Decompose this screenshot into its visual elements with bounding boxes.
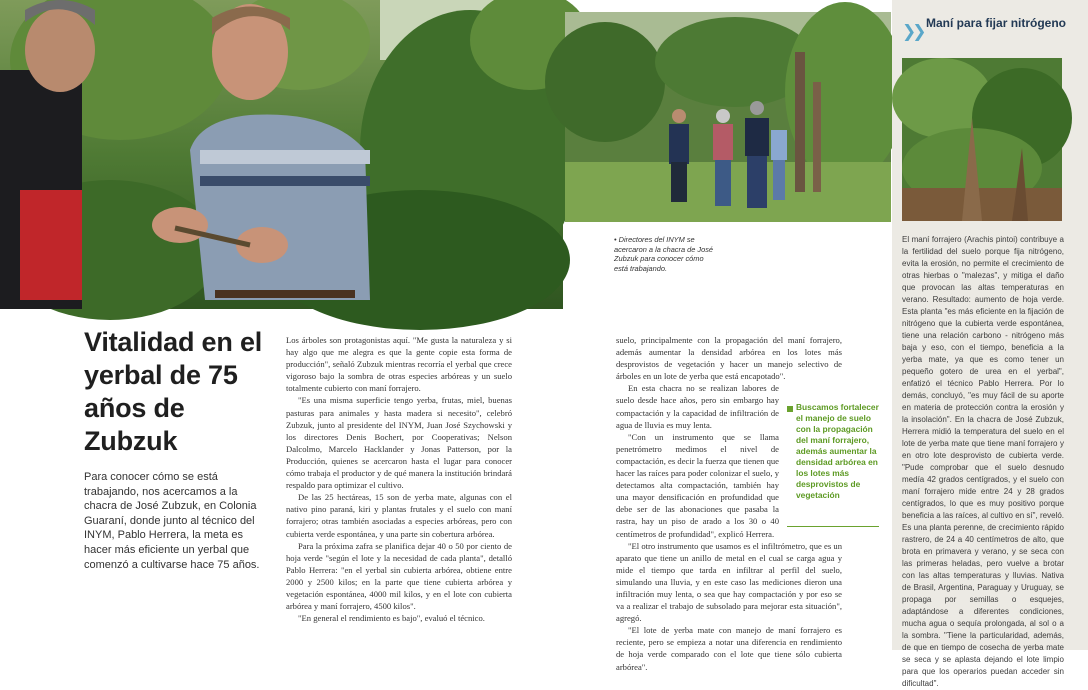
paragraph: "Es una misma superficie tengo yerba, frutas, miel, buenas pasturas para animales y hasta madera si necesito", celebró Zubzuk, junto al presidente del INYM, Juan José Szychowski y los directores Denis Bochert, por Cooperativas; Nelson Dalcolmo, Marcelo Hacklander y Jonas Patterson, por la Producción, quienes se acercaron hasta el lugar para conocer cómo trabaja el productor y de qué manera la institución brindará respaldo para optimizar el cultivo. xyxy=(286,395,512,491)
paragraph: En esta chacra no se realizan labores de suelo desde hace años, pero sin embargo hay compactación y la capacidad de infiltración de agua de lluvia es muy lenta. xyxy=(616,383,779,430)
square-bullet-icon xyxy=(787,406,793,412)
paragraph: Para la próxima zafra se planifica dejar 40 o 50 por ciento de hoja verde "según el lote y la necesidad de cada planta", detalló Pablo Herrera: "en el yerbal sin cubierta arbórea, obtiene entre 2000 y 2500 kilos; en la parte que tiene cubierta arbórea y vegetación espontánea, 4000 mil kilos, y en el lote con cubierta arbórea y maní forrajero, 4500 kilos". xyxy=(286,540,512,612)
paragraph: "El lote de yerba mate con manejo de maní forrajero es reciente, pero se empieza a notar una diferencia en rendimiento de hoja verde comparado con el lote que tiene sólo cubierta arbórea". xyxy=(616,625,842,672)
photo-caption: • Directores del INYM se acercaron a la chacra de José Zubzuk para conocer cómo está trabajando. xyxy=(614,235,714,273)
photo-directors-walking xyxy=(565,12,891,222)
paragraph: "Con un instrumento que se llama penetrómetro medimos el nivel de compactación, es decir la fuerza que tienen que hacer las raíces para poder colonizar el suelo, y detectamos alta compactación, también hay una mayor densificación en profundidad que debe ser de las abonaciones que pasaba la rastra, hay un piso de arado a los 30 o 40 centímetros de profundidad", explicó Herrera. xyxy=(616,431,779,539)
photo-farmers-inspecting-soil xyxy=(0,0,563,309)
paragraph: De las 25 hectáreas, 15 son de yerba mate, algunas con el nativo pino paraná, kiri y plantas frutales y el suelo con maní forrajero; otras también asociadas a especies arbóreas, pero con cubierta verde espontánea, y una parte sin cobertura arbórea. xyxy=(286,492,512,539)
sidebar-title: Maní para fijar nitrógeno xyxy=(926,16,1067,30)
article-headline: Vitalidad en el yerbal de 75 años de Zubzuk xyxy=(84,327,263,456)
article-column-2 xyxy=(616,334,842,673)
photo-peanut-plants xyxy=(902,58,1062,221)
article-column-1 xyxy=(286,334,512,624)
article-lead: Para conocer cómo se está trabajando, nos acercamos a la chacra de José Zubzuk, en Colonia Guaraní, donde junto al técnico del INYM, Pablo Herrera, la meta es hacer más eficiente un yerbal que comenzó a cultivarse hace 75 años. xyxy=(84,471,260,571)
paragraph: "El otro instrumento que usamos es el infiltrómetro, que es un aparato que tiene un anillo de metal en el cual se carga agua y mide el tiempo que tarda en infiltrar al perfil del suelo, simulando una lluvia, y en este caso las mediciones dieron una infiltración muy lenta, o sea que hay compactación y por eso se va a realizar el trabajo de subsolado para mejorar esta situación", agregó. xyxy=(616,540,842,624)
paragraph: Los árboles son protagonistas aquí. "Me gusta la naturaleza y si hay algo que me alegra es que la gente copie esta forma de producción", señaló Zubzuk mientras recorría el yerbal que crece vigoroso bajo la sombra de otras especies arbóreas y un suelo totalmente cubierto con maní forrajero. xyxy=(286,335,512,394)
pull-quote-text: Buscamos fortalecer el manejo de suelo con la propagación del maní forrajero, además aumentar la densidad arbórea en los lotes más desprovistos de vegetación xyxy=(796,402,879,500)
paragraph: "En general el rendimiento es bajo", evaluó el técnico. xyxy=(298,613,485,624)
sidebar-body: El maní forrajero (Arachis pintoi) contribuye a la fertilidad del suelo porque fija nitrógeno, evita la erosión, no permite el crecimiento de otras hierbas o "malezas", y mitiga el daño que provocan las altas temperaturas en verano. Resultado: aumento de hoja verde. Esta planta "es más eficiente en la fijación de nitrógeno que la cubierta verde espontánea, tiene una relación carbono - nitrógeno más baja y eso, con el tiempo, beneficia a la yerba mate, ya que es como tener un pequeño gotero de urea en el yerbal", enfatizó el técnico Pablo Herrera. Por lo demás, concluyó, "es muy fácil de su aporte en materia de protección contra la erosión y la insolación". En la chacra de José Zubzuk, Herrera midió la temperatura del suelo en el lote de yerba mate que tiene maní forrajero y en otro lote desprovisto de cubierta verde. "Pude comprobar que el suelo desnudo medía 42 grados centígrados, y el suelo con maní forrajero mide entre 24 y 28 grados centígrados, lo que es muy positivo porque beneficia a las raíces, al cultivo en sí", reveló. Es una planta perenne, de crecimiento rápido rastrero, de 24 a 40 centímetros de alto, que brota en primavera y verano, y se seca con las primeras heladas, pero vuelve a brotar con las altas temperaturas y lluvias. Nativa de Brasil, Argentina, Paraguay y Uruguay, se propaga por semillas o esquejes, adaptándose a diferentes condiciones, mucha agua o sequía prolongada, al sol o a la sombra. "Tiene la particularidad, además, de que en tiempo de cosecha de yerba mate se seca y se aplasta dejando el lote limpio para que los operarios puedan acceder sin dificultad". xyxy=(902,235,1064,688)
divider xyxy=(787,526,879,527)
double-chevron-icon: ❯❯ xyxy=(902,22,923,42)
paragraph: suelo, principalmente con la propagación del maní forrajero, además aumentar la densidad arbórea en los lotes más desprovistos de vegetación y hacer un manejo selectivo de árboles en un lote de yerba que está encapotado". xyxy=(616,335,842,382)
